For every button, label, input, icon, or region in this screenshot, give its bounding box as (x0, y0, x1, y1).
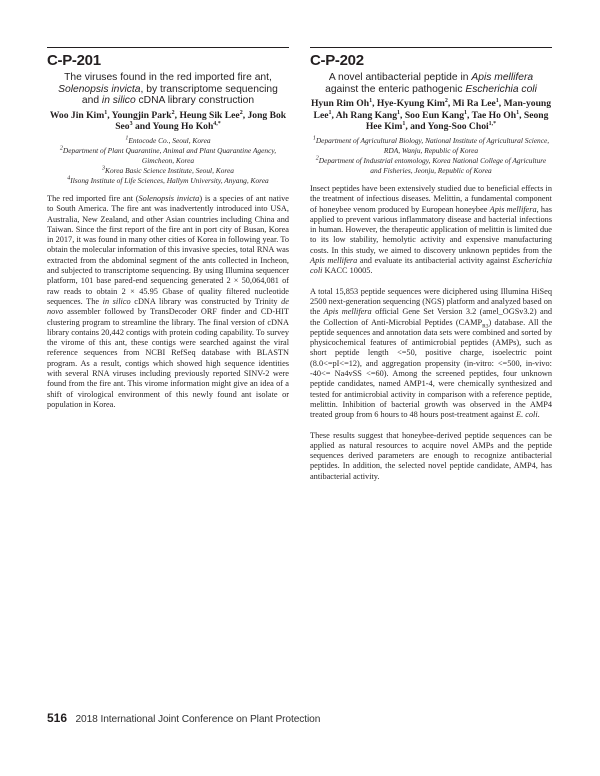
abstract-code: C-P-201 (47, 52, 101, 69)
affiliation-1: $^1$Department of Agricultural Biology, National Institute of Agricultural Science, RDA, Wanju, Republic of Korea (312, 135, 550, 155)
top-rule (310, 47, 552, 48)
author-list: Woo Jin Kim$^1$, Youngjin Park$^2$, Heung Sik Lee$^2$, Jong Bok Seo$^3$ and Young Ho Koh$^{4,*}$ (49, 109, 287, 133)
affiliations (47, 136, 289, 186)
affiliation-2: $^2$Department of Plant Quarantine, Animal and Plant Quarantine Agency, Gimcheon, Korea (59, 145, 277, 165)
conference-name: 2018 International Joint Conference on Plant Protection (75, 714, 321, 725)
page-number: 516 (47, 711, 68, 725)
affiliation-4: $^4$Ilsong Institute of Life Sciences, Hallym University, Anyang, Korea (67, 175, 269, 185)
page-footer (47, 709, 320, 727)
top-rule (47, 47, 289, 48)
affiliation-1: $^1$Entocode Co., Seoul, Korea (125, 135, 211, 145)
abstract-title: The viruses found in the red imported fire ant, Solenopsis invicta, by transcriptome sequencing and in silico cDNA library construction (58, 72, 278, 107)
affiliation-3: $^3$Korea Basic Science Institute, Seoul, Korea (102, 165, 234, 175)
abstract-paragraph-2: A total 15,853 peptide sequences were diciphered using Illumina HiSeq 2500 next-generation sequencing (NGS) platform and analyzed based on the Apis mellifera official Gene Set Version 3.2 (amel_OGSv3.2) and the Collection of Anti-Microbial Peptides $(CAMP_{R3})$ database. All the peptide sequences and annotation data sets were combined and sorted by physicochemical features of antimicrobial peptides (AMPs), such as short peptide length <=50, positive charge, isoelectric point (8.0<=pI<=12), and aggregation propensity (in-vitro: <=500, in-vivo: -40<= Na4vSS <=60). Among the screened peptides, four unknown peptide candidates, named AMP1-4, were chemically synthesized and tested for antimicrobial activity in comparison with a reference peptide, melittin. Inhibition of bacterial growth was observed in the AMP4 treated group from 6 hours to 48 hours post-treatment against E. coli. (310, 286, 553, 420)
abstract-paragraph-1: Insect peptides have been extensively studied due to beneficial effects in the treatment of infectious diseases. Melittin, a fundamental component of honeybee venom produced by European honeybee Apis mellifera, has applied to prevent various inflammatory disease and bacterial infections in human. However, the therapeutic application of melittin is limited due to its low stability, hemolytic activity and expensive manufacturing costs. In this study, we aimed to discovery unknown peptides from the Apis mellifera and evaluate its antibacterial activity against Escherichia coli KACC 10005. (310, 183, 553, 276)
affiliation-2: $^2$Department of Industrial entomology, Korea National College of Agriculture and Fisheries, Jeonju, Republic of Korea (315, 155, 547, 175)
abstract-title: A novel antibacterial peptide in Apis mellifera against the enteric pathogenic Escherichia coli (325, 72, 537, 95)
abstract-paragraph-3: These results suggest that honeybee-derived peptide sequences can be applied as natural resources to acquire novel AMPs and the peptide sequences derived parameters are enough to recognize antibacterial peptides. In addition, the selected novel peptide candidate, AMP4, has antibacterial activity. (310, 430, 552, 481)
author-list: Hyun Rim Oh$^1$, Hye-Kyung Kim$^2$, Mi Ra Lee$^1$, Man-young Lee$^1$, Ah Rang Kang$^1$, Soo Eun Kang$^1$, Tae Ho Oh$^1$, Seong Hee Kim$^1$, and Yong-Soo Choi$^{1,*}$ (310, 98, 552, 133)
abstract-body (310, 184, 552, 482)
abstract-paragraph: The red imported fire ant (Solenopsis invicta) is a species of ant native to South America. The fire ant was inadvertently introduced into USA, Australia, New Zealand, and other Asian countries including China and Taiwan. Since the first report of the fire ant in port city of Busan, Korea in 2017, it was found in many other cities of Korea in following year. To obtain the molecular information of this invasive species, total RNA was extracted from the abdominal segment of the ants collected in Incheon, and subjected to transcriptome sequencing. By using Illumina sequencer platform, 101 base pared-end sequencing generated 2 × 50,064,081 of raw reads to obtain 2 × 45.95 Gbase of quality filtered nucleotide sequences. The in silico cDNA library was constructed by Trinity de novo assembler followed by TransDecoder ORF finder and CD-HIT clustering program to streamline the library. The final version of cDNA library contains 20,442 contigs with protein coding capability. To survey the virome of this ant, these contigs were searched against the viral reference sequences from NCBI RefSeq database with BLASTN program. As a result, contigs which showed high sequence identities with several RNA viruses including previously reported SINV-2 were found from the fire ant. This virome information might give an idea of a shift of virological environment of this newly found ant isolate or population in Korea. (47, 193, 289, 409)
abstract-code: C-P-202 (310, 52, 364, 69)
abstract-body (47, 194, 289, 410)
affiliations (310, 136, 552, 176)
abstract-c-p-201 (47, 47, 289, 420)
abstract-c-p-202 (310, 47, 552, 492)
